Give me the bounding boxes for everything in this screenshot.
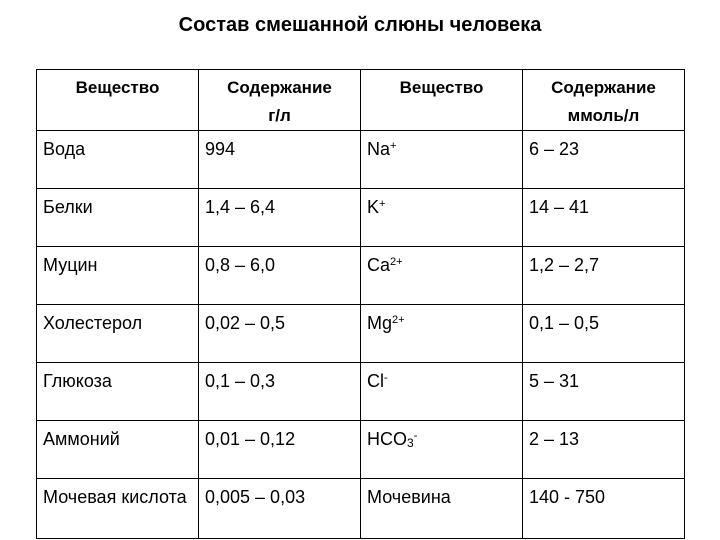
substance-cell: Муцин <box>37 247 199 305</box>
ion-cell <box>361 305 523 363</box>
saliva-composition-table <box>36 69 685 539</box>
substance-cell: Вода <box>37 131 199 189</box>
ion-content-cell: 1,2 – 2,7 <box>523 247 685 305</box>
substance-cell: Холестерол <box>37 305 199 363</box>
ion-charge: - <box>384 372 388 384</box>
table-row <box>37 247 685 305</box>
substance-cell: Белки <box>37 189 199 247</box>
table-row <box>37 421 685 479</box>
table-row <box>37 479 685 539</box>
ion-base: K <box>367 197 380 217</box>
table-row <box>37 131 685 189</box>
table-row <box>37 363 685 421</box>
ion-base: Cl <box>367 371 384 391</box>
content-cell: 1,4 – 6,4 <box>199 189 361 247</box>
ion-content-cell: 5 – 31 <box>523 363 685 421</box>
ion-content-cell: 6 – 23 <box>523 131 685 189</box>
ion-base: Мочевина <box>367 487 451 507</box>
ion-cell <box>361 479 523 539</box>
ion-charge: + <box>390 140 397 152</box>
content-cell: 0,01 – 0,12 <box>199 421 361 479</box>
ion-cell <box>361 131 523 189</box>
ion-charge: - <box>413 430 418 442</box>
substance-cell: Мочевая кислота <box>37 479 199 539</box>
ion-subscript: 3 <box>407 436 414 450</box>
ion-content-cell: 14 – 41 <box>523 189 685 247</box>
substance-cell: Глюкоза <box>37 363 199 421</box>
ion-cell <box>361 247 523 305</box>
header-substance: Вещество <box>37 70 199 131</box>
ion-content-cell: 0,1 – 0,5 <box>523 305 685 363</box>
ion-base: Mg <box>367 313 393 333</box>
ion-cell <box>361 421 523 479</box>
content-cell: 0,8 – 6,0 <box>199 247 361 305</box>
content-cell: 0,02 – 0,5 <box>199 305 361 363</box>
ion-charge: + <box>379 198 386 210</box>
header-content-g-per-l: Содержание г/л <box>199 70 361 131</box>
ion-charge: 2+ <box>392 314 405 326</box>
header-ion-substance: Вещество <box>361 70 523 131</box>
ion-cell <box>361 363 523 421</box>
content-cell: 0,005 – 0,03 <box>199 479 361 539</box>
page-title: Состав смешанной слюны человека <box>178 14 542 36</box>
ion-content-cell: 140 - 750 <box>523 479 685 539</box>
substance-cell: Аммоний <box>37 421 199 479</box>
ion-base: HCO <box>367 429 407 449</box>
ion-base: Na <box>367 139 391 159</box>
ion-content-cell: 2 – 13 <box>523 421 685 479</box>
header-content-mmol-per-l: Содержание ммоль/л <box>523 70 685 131</box>
table-header-row <box>37 70 685 131</box>
ion-base: Ca <box>367 255 391 275</box>
ion-charge: 2+ <box>390 256 403 268</box>
ion-cell <box>361 189 523 247</box>
table-row <box>37 189 685 247</box>
content-cell: 0,1 – 0,3 <box>199 363 361 421</box>
table-row <box>37 305 685 363</box>
content-cell: 994 <box>199 131 361 189</box>
